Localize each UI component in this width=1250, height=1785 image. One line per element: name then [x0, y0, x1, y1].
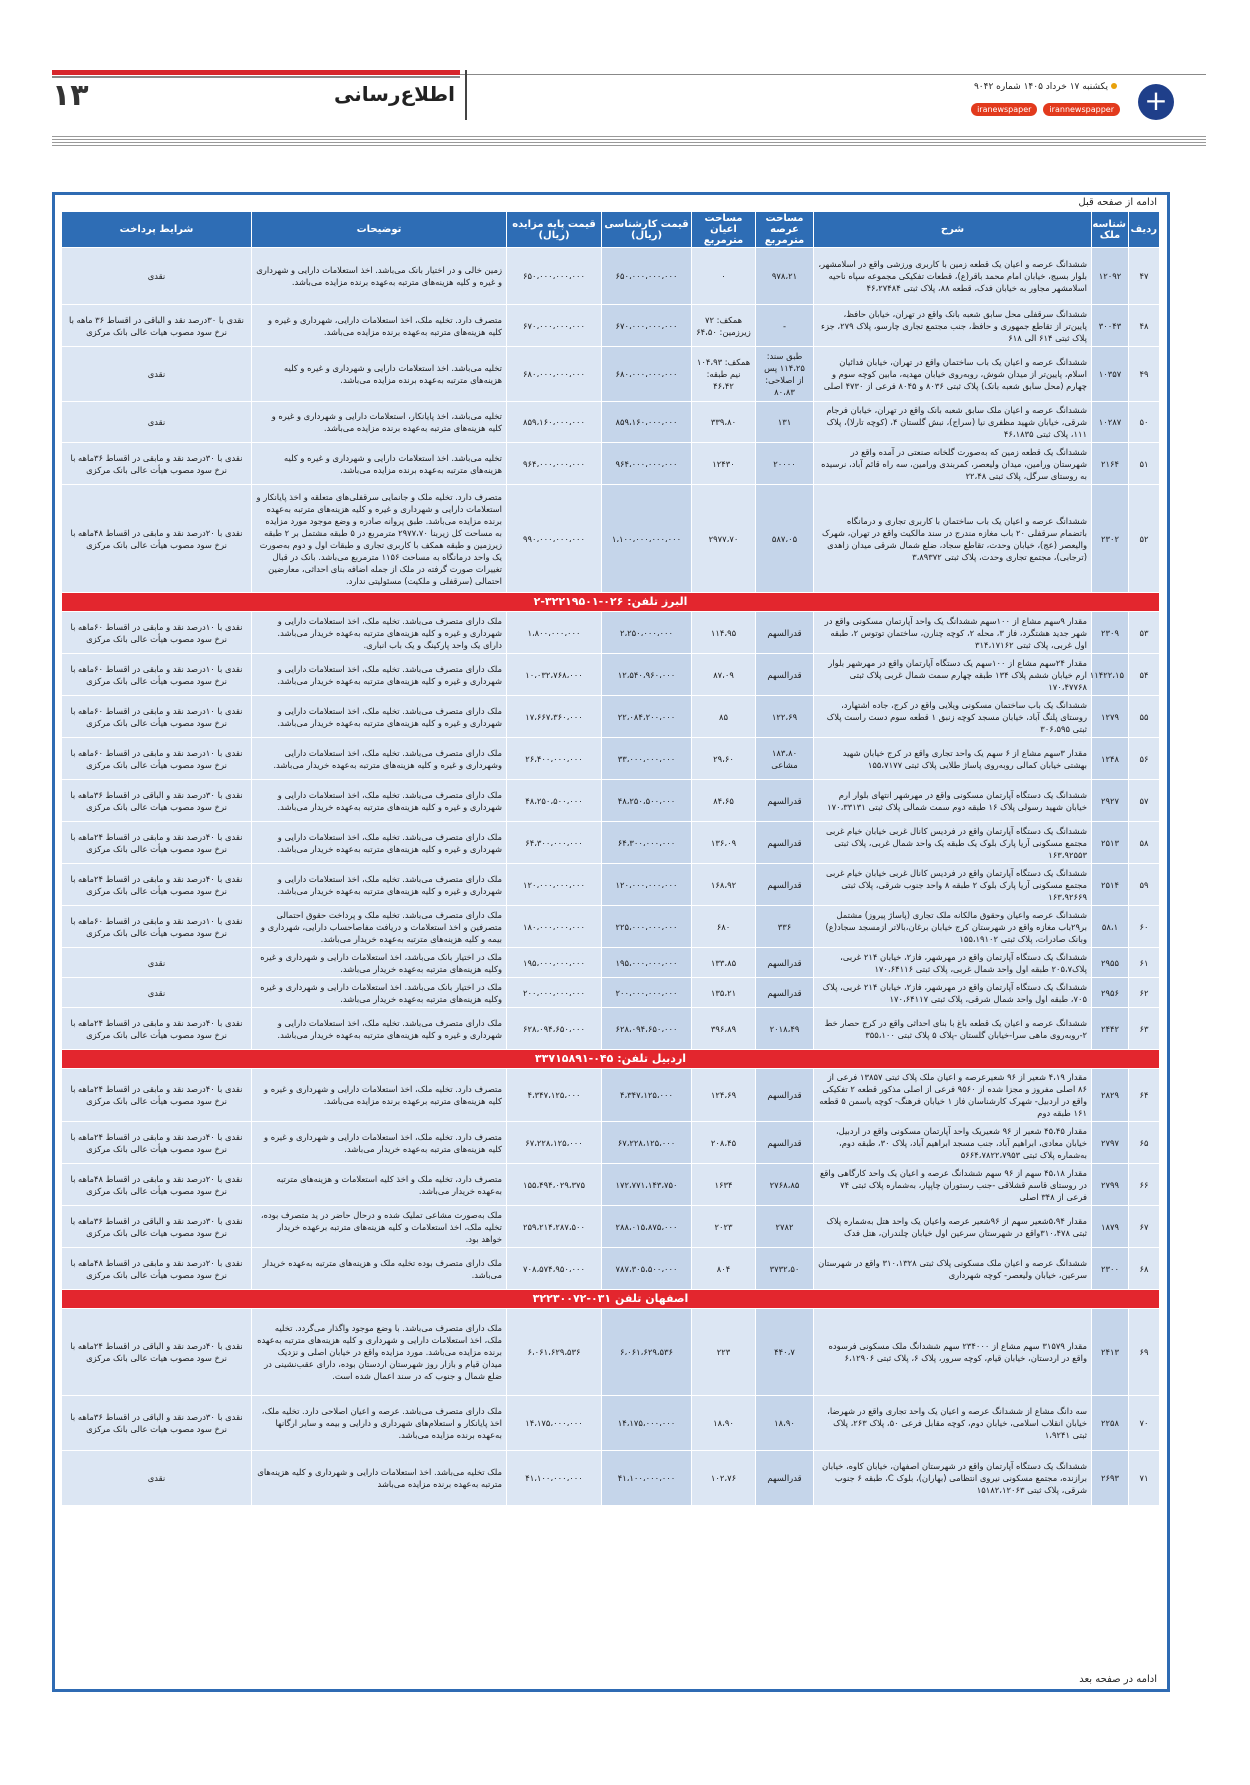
payment-terms-cell: نقدی با ۱۰درصد نقد و مابقی در اقساط ۶۰ماهه با نرخ سود مصوب هیأت عالی بانک مرکزی: [62, 906, 252, 948]
property-description-cell: ششدانگ عرصه و اعیان ملک مسکونی پلاک ثبتی ۳۱۰،۱۳۲۸ واقع در شهرستان سرعین، خیابان ولیعصر- کوچه شهرداری: [814, 1248, 1092, 1290]
property-id-cell: ۱۰۳۵۷: [1092, 347, 1129, 402]
region-phone: اردبیل تلفن: ۰۴۵-۳۳۷۱۵۸۹۱: [62, 1050, 1160, 1069]
built-area-cell: ۶۸۰: [692, 906, 756, 948]
divider: [460, 74, 1206, 75]
table-row: [62, 1122, 1160, 1164]
property-id-cell: ۱۲۰۹۲: [1092, 248, 1129, 305]
remarks-cell: ملک دارای متصرف می‌باشد. تخلیه ملک، اخذ استعلامات دارایی و شهرداری و غیره و کلیه هزینه‌های مترتبه به‌عهده خریدار می‌باشد.: [252, 780, 507, 822]
land-area-cell: ۱۸،۹۰: [756, 1396, 814, 1451]
land-area-cell: ۱۲۲،۶۹: [756, 696, 814, 738]
remarks-cell: متصرف دارد. تخلیه ملک، اخذ استعلامات دارایی و شهرداری و غیره و کلیه هزینه‌های مترتبه به‌عهده خریدار می‌باشد.: [252, 1122, 507, 1164]
row-number-cell: ۵۶: [1129, 738, 1160, 780]
land-area-cell: ۱۳۱: [756, 402, 814, 443]
built-area-cell: ۱۲۴،۶۹: [692, 1069, 756, 1122]
property-description-cell: ششدانگ یک دستگاه آپارتمان واقع در شهرستان اصفهان، خیابان کاوه، خیابان برازنده، مجتمع مسکونی نیروی انتظامی (بهاران)، بلوک C، طبقه ۶ جنوب شرقی، پلاک ثبتی ۱۵۱۸۲،۱۲۰۶۳: [814, 1451, 1092, 1506]
built-area-cell: ۲۲۳: [692, 1309, 756, 1396]
expert-price-cell: ۱،۱۰۰،۰۰۰،۰۰۰،۰۰۰: [602, 485, 692, 593]
row-number-cell: ۶۹: [1129, 1309, 1160, 1396]
row-number-cell: ۶۶: [1129, 1164, 1160, 1206]
built-area-cell: همکف: ۷۲ زیرزمین: ۶۴،۵۰: [692, 305, 756, 347]
base-price-cell: ۶۷۰،۰۰۰،۰۰۰،۰۰۰: [507, 305, 602, 347]
built-area-cell: ۲۰۲۳: [692, 1206, 756, 1248]
base-price-cell: ۲۵۹،۲۱۴،۲۸۷،۵۰۰: [507, 1206, 602, 1248]
built-area-cell: ۲۹،۶۰: [692, 738, 756, 780]
land-area-cell: قدرالسهم: [756, 1451, 814, 1506]
property-description-cell: مقدار ۳۱۵۷۹ سهم مشاع از ۲۳۴۰۰۰ سهم ششدانگ ملک مسکونی فرسوده واقع در اردستان، خیابان قیام، کوچه سرور، پلاک ۶، پلاک ثبتی ۶،۱۲۹۰۶: [814, 1309, 1092, 1396]
base-price-cell: ۶۴،۳۰۰،۰۰۰،۰۰۰: [507, 822, 602, 864]
payment-terms-cell: نقدی: [62, 347, 252, 402]
table-row: [62, 906, 1160, 948]
base-price-cell: ۶۷،۲۲۸،۱۲۵،۰۰۰: [507, 1122, 602, 1164]
payment-terms-cell: نقدی با ۱۰درصد نقد و مابقی در اقساط ۶۰ماهه با نرخ سود مصوب هیأت عالی بانک مرکزی: [62, 738, 252, 780]
table-row: [62, 1248, 1160, 1290]
property-id-cell: ۱۱۴۲۲،۱۵: [1092, 654, 1129, 696]
table-row: [62, 443, 1160, 485]
payment-terms-cell: نقدی با ۳۰درصد نقد و الباقی در اقساط ۳۶ماهه با نرخ سود مصوب هیات عالی بانک مرکزی: [62, 780, 252, 822]
remarks-cell: ملک در اختیار بانک می‌باشد. اخذ استعلامات دارایی و شهرداری و غیره وکلیه هزینه‌های مترتبه به‌عهده خریدار می‌باشد.: [252, 978, 507, 1008]
base-price-cell: ۶،۰۶۱،۶۲۹،۵۳۶: [507, 1309, 602, 1396]
remarks-cell: ملک دارای متصرف می‌باشد. تخلیه ملک، اخذ استعلامات دارایی و شهرداری و غیره و کلیه هزینه‌های مترتبه به‌عهده خریدار می‌باشد.: [252, 822, 507, 864]
property-id-cell: ۲۵۱۴: [1092, 864, 1129, 906]
built-area-cell: ۰: [692, 248, 756, 305]
base-price-cell: ۶۲۸،۰۹۴،۶۵۰،۰۰۰: [507, 1008, 602, 1050]
remarks-cell: تخلیه می‌باشد. اخذ استعلامات دارایی و شهرداری و غیره و کلیه هزینه‌های مترتبه به‌عهده برنده مزایده می‌باشد.: [252, 347, 507, 402]
property-id-cell: ۲۲۵۸: [1092, 1396, 1129, 1451]
remarks-cell: ملک تخلیه می‌باشد. اخذ استعلامات دارایی و شهرداری و کلیه هزینه‌های مترتبه به‌عهده برنده مزایده می‌باشد: [252, 1451, 507, 1506]
table-row: [62, 654, 1160, 696]
auction-notice-frame: [52, 192, 1170, 1692]
payment-terms-cell: نقدی با ۴۰درصد نقد و مابقی در اقساط ۲۴ماهه با نرخ سود مصوب هیأت عالی بانک مرکزی: [62, 864, 252, 906]
payment-terms-cell: نقدی: [62, 248, 252, 305]
continued-on: ادامه در صفحه بعد: [1079, 1674, 1157, 1685]
hatch-divider: [52, 136, 1206, 148]
table-row: [62, 485, 1160, 593]
base-price-cell: ۹۶۴،۰۰۰،۰۰۰،۰۰۰: [507, 443, 602, 485]
land-area-cell: ۳۳۶: [756, 906, 814, 948]
land-area-cell: -: [756, 305, 814, 347]
base-price-cell: ۱۵۵،۴۹۴،۰۲۹،۳۷۵: [507, 1164, 602, 1206]
expert-price-cell: ۶۸۰،۰۰۰،۰۰۰،۰۰۰: [602, 347, 692, 402]
remarks-cell: زمین خالی و در اختیار بانک می‌باشد. اخذ استعلامات دارایی و شهرداری و غیره و کلیه هزینه‌های مترتبه به‌عهده برنده مزایده می‌باشد.: [252, 248, 507, 305]
built-area-cell: ۱۶۳۴: [692, 1164, 756, 1206]
built-area-cell: ۱۲۴۳۰: [692, 443, 756, 485]
expert-price-cell: ۱۲،۵۴۰،۹۶۰،۰۰۰: [602, 654, 692, 696]
remarks-cell: ملک دارای متصرف می‌باشد. تخلیه ملک، اخذ استعلامات دارایی و شهرداری و غیره و کلیه هزینه‌های مترتبه به‌عهده خریدار می‌باشد. دارای یک واحد پارکینگ و یک باب انباری.: [252, 612, 507, 654]
remarks-cell: ملک دارای متصرف می‌باشد. عرصه و اعیان اصلاحی دارد. تخلیه ملک، اخذ پایانکار و استعلام‌های شهرداری و دارایی و بیمه و سایر ارگانها به‌عهده برنده مزایده می‌باشد.: [252, 1396, 507, 1451]
row-number-cell: ۵۹: [1129, 864, 1160, 906]
table-row: [62, 305, 1160, 347]
land-area-cell: قدرالسهم: [756, 948, 814, 978]
issue-date: [974, 82, 1120, 92]
social-handle[interactable]: iranewspaper: [971, 103, 1037, 116]
social-links: [971, 103, 1120, 116]
row-number-cell: ۵۸: [1129, 822, 1160, 864]
payment-terms-cell: نقدی با ۲۰درصد نقد و مابقی در اقساط ۴۸ماهه با نرخ سود مصوب هیأت عالی بانک مرکزی: [62, 485, 252, 593]
section-title: اطلاع‌رسانی: [334, 82, 455, 106]
row-number-cell: ۶۵: [1129, 1122, 1160, 1164]
payment-terms-cell: نقدی با ۳۰درصد نقد و الباقی در اقساط ۳۶ماهه با نرخ سود مصوب هیات عالی بانک مرکزی: [62, 1206, 252, 1248]
property-description-cell: مقدار ۴۵،۱۸ سهم از ۹۶ سهم ششدانگ عرصه و اعیان یک واحد کارگاهی واقع در روستای قاسم قشلاقی -جنب رستوران چاپپار، به‌شماره پلاک ثبتی ۷۴ فرعی از ۳۴۸ اصلی: [814, 1164, 1092, 1206]
payment-terms-cell: نقدی: [62, 1451, 252, 1506]
base-price-cell: ۴۱،۱۰۰،۰۰۰،۰۰۰: [507, 1451, 602, 1506]
remarks-cell: ملک دارای متصرف بوده تخلیه ملک و هزینه‌های مترتبه به‌عهده خریدار می‌باشد.: [252, 1248, 507, 1290]
table-row: [62, 738, 1160, 780]
built-area-cell: ۱۱۴،۹۵: [692, 612, 756, 654]
base-price-cell: ۱۴،۱۷۵،۰۰۰،۰۰۰: [507, 1396, 602, 1451]
row-number-cell: ۶۳: [1129, 1008, 1160, 1050]
expert-price-cell: ۴،۳۴۷،۱۲۵،۰۰۰: [602, 1069, 692, 1122]
property-description-cell: ششدانگ عرصه و اعیان یک باب ساختمان واقع در تهران، خیابان فدائیان اسلام، پایین‌تر از میدان شوش، روبه‌روی خیابان مهدیه، مابین کوچه سوم و چهارم (محل سابق شعبه بانک) پلاک ثبتی ۸۰۳۶ و ۸۰۴۵ فرعی از ۴۷۳۰ اصلی: [814, 347, 1092, 402]
built-area-cell: ۳۹۶،۸۹: [692, 1008, 756, 1050]
table-row: [62, 248, 1160, 305]
remarks-cell: متصرف دارد. تخلیه ملک و جانمایی سرقفلی‌های متعلقه و اخذ پایانکار و استعلامات دارایی و شهرداری و غیره و کلیه هزینه‌های مترتبه به‌عهده برنده مزایده می‌باشد. طبق پروانه صادره و وضع موجود مورد مزایده به مساحت کل زیربنا ۲۹۷۷،۷۰ مترمربع در ۵ طبقه مشتمل بر ۲ طبقه زیرزمین و طبقه همکف با کاربری تجاری و طبقات اول و دوم به‌صورت یک واحد درمانگاه به مساحت ۱۱۵۶ مترمربع می‌باشد. بانک در قبال تغییرات صورت گرفته در ملک از جمله اضافه بنای احداثی، معارضین احتمالی (سرقفلی و ملکیت) مسئولیتی ندارد.: [252, 485, 507, 593]
issue-date-text: یکشنبه ۱۷ خرداد ۱۴۰۵ شماره ۹۰۴۲: [973, 82, 1108, 92]
region-phone: اصفهان تلفن ۰۳۱-۳۲۲۳۰۰۷۲: [62, 1290, 1160, 1309]
expert-price-cell: ۴۸،۲۵۰،۵۰۰،۰۰۰: [602, 780, 692, 822]
remarks-cell: ملک دارای متصرف می‌باشد. با وضع موجود واگذار می‌گردد. تخلیه ملک، اخذ استعلامات دارایی و شهرداری و کلیه هزینه‌های مترتبه به‌عهده برنده مزایده می‌باشد. مورد مزایده واقع در خیابان اصلی و نزدیک میدان قیام و بازار روز شهرستان اردستان بوده، دارای عقب‌نشینی در ضلع شمال و جنوب که در سند اعمال شده است.: [252, 1309, 507, 1396]
property-id-cell: ۲۸۲۹: [1092, 1069, 1129, 1122]
property-id-cell: ۲۹۵۵: [1092, 948, 1129, 978]
table-row: [62, 822, 1160, 864]
remarks-cell: متصرف دارد. تخلیه ملک، اخذ استعلامات دارایی، شهرداری و غیره و کلیه هزینه‌های مترتبه به‌عهده برنده مزایده می‌باشد.: [252, 305, 507, 347]
table-row: [62, 1309, 1160, 1396]
row-number-cell: ۶۸: [1129, 1248, 1160, 1290]
property-id-cell: ۲۷۹۹: [1092, 1164, 1129, 1206]
land-area-cell: قدرالسهم: [756, 822, 814, 864]
table-row: [62, 696, 1160, 738]
payment-terms-cell: نقدی با ۴۰درصد نقد و الباقی در اقساط ۲۴ماهه با نرخ سود مصوب هیات عالی بانک مرکزی: [62, 1309, 252, 1396]
base-price-cell: ۶۸۰،۰۰۰،۰۰۰،۰۰۰: [507, 347, 602, 402]
row-number-cell: ۶۱: [1129, 948, 1160, 978]
social-handle[interactable]: irannewspapper: [1043, 103, 1120, 116]
row-number-cell: ۴۹: [1129, 347, 1160, 402]
property-description-cell: ششدانگ یک دستگاه آپارتمان مسکونی واقع در مهرشهر انتهای بلوار ارم خیابان شهید رسولی پلاک ۱۶ طبقه دوم سمت شمالی پلاک ثبتی ۱۷۰،۳۳۱۳۱: [814, 780, 1092, 822]
property-description-cell: ششدانگ یک باب ساختمان مسکونی ویلایی واقع در کرج، جاده اشتهارد، روستای پلنگ آباد، خیابان مسجد کوچه زنبق ۱ قطعه سوم دست راست پلاک ثبتی ۳۰۶،۵۹۵: [814, 696, 1092, 738]
region-header-row: [62, 1050, 1160, 1069]
land-area-cell: قدرالسهم: [756, 654, 814, 696]
property-id-cell: ۲۳۰۲: [1092, 485, 1129, 593]
row-number-cell: ۷۰: [1129, 1396, 1160, 1451]
base-price-cell: ۱۲۰،۰۰۰،۰۰۰،۰۰۰: [507, 864, 602, 906]
land-area-cell: ۳۷۳۲،۵۰: [756, 1248, 814, 1290]
property-id-cell: ۱۰۲۸۷: [1092, 402, 1129, 443]
built-area-cell: همکف: ۱۰۴،۹۳ نیم طبقه: ۴۶،۴۲: [692, 347, 756, 402]
base-price-cell: ۷۰۸،۵۷۴،۹۵۰،۰۰۰: [507, 1248, 602, 1290]
table-header-row: [62, 212, 1160, 248]
payment-terms-cell: نقدی با ۳۰درصد نقد و مابقی در اقساط ۳۶ماهه با نرخ سود مصوب هیأت عالی بانک مرکزی: [62, 443, 252, 485]
remarks-cell: ملک دارای متصرف می‌باشد. تخلیه ملک، اخذ استعلامات دارایی و شهرداری و غیره و کلیه هزینه‌های مترتبه به‌عهده خریدار می‌باشد.: [252, 654, 507, 696]
base-price-cell: ۱،۸۰۰،۰۰۰،۰۰۰: [507, 612, 602, 654]
expert-price-cell: ۶۷،۲۲۸،۱۲۵،۰۰۰: [602, 1122, 692, 1164]
continued-from: ادامه از صفحه قبل: [1078, 197, 1157, 208]
remarks-cell: ملک دارای متصرف می‌باشد. تخلیه ملک، اخذ استعلامات دارایی وشهرداری و غیره و کلیه هزینه‌های مترتبه به‌عهده خریدار می‌باشد.: [252, 738, 507, 780]
table-row: [62, 1396, 1160, 1451]
property-id-cell: ۲۹۲۷: [1092, 780, 1129, 822]
property-id-cell: ۲۹۵۶: [1092, 978, 1129, 1008]
expert-price-cell: ۳۳،۰۰۰،۰۰۰،۰۰۰: [602, 738, 692, 780]
built-area-cell: ۱۸،۹۰: [692, 1396, 756, 1451]
land-area-cell: ۱۸۳،۸۰ مشاعی: [756, 738, 814, 780]
land-area-cell: قدرالسهم: [756, 864, 814, 906]
payment-terms-cell: نقدی با ۴۰درصد نقد و مابقی در اقساط ۲۴ماهه با نرخ سود مصوب هیأت عالی بانک مرکزی: [62, 822, 252, 864]
expert-price-cell: ۴۱،۱۰۰،۰۰۰،۰۰۰: [602, 1451, 692, 1506]
built-area-cell: ۸۵: [692, 696, 756, 738]
expert-price-cell: ۸۵۹،۱۶۰،۰۰۰،۰۰۰: [602, 402, 692, 443]
property-description-cell: ششدانگ یک دستگاه آپارتمان واقع در مهرشهر، فاز۲، خیابان ۲۱۴ غربی، پلاک۲۰۵،۷ طبقه اول واحد شمال غربی، پلاک ثبتی ۱۷۰،۶۴۱۱۶: [814, 948, 1092, 978]
property-description-cell: ششدانگ یک دستگاه آپارتمان واقع در فردیس کانال غربی خیابان خیام غربی مجتمع مسکونی آریا پارک بلوک یک طبقه یک واحد شمال غربی، پلاک ثبتی ۱۶۳،۹۲۵۵۳: [814, 822, 1092, 864]
built-area-cell: ۸۴،۶۵: [692, 780, 756, 822]
base-price-cell: ۴،۳۴۷،۱۲۵،۰۰۰: [507, 1069, 602, 1122]
row-number-cell: ۵۲: [1129, 485, 1160, 593]
payment-terms-cell: نقدی با ۴۰درصد نقد و مابقی در اقساط ۲۴ماهه با نرخ سود مصوب هیأت عالی بانک مرکزی: [62, 1069, 252, 1122]
expert-price-cell: ۶۲۸،۰۹۴،۶۵۰،۰۰۰: [602, 1008, 692, 1050]
page-number: ۱۳: [52, 78, 89, 113]
row-number-cell: ۵۳: [1129, 612, 1160, 654]
row-number-cell: ۶۰: [1129, 906, 1160, 948]
row-number-cell: ۵۷: [1129, 780, 1160, 822]
plus-logo-icon: +: [1138, 84, 1174, 120]
row-number-cell: ۶۴: [1129, 1069, 1160, 1122]
land-area-cell: ۴۴۰،۷: [756, 1309, 814, 1396]
property-description-cell: ششدانگ عرصه و اعیان یک قطعه زمین با کاربری ورزشی واقع در اسلامشهر، بلوار بسیج، خیابان امام محمد باقر(ع)، قطعات تفکیکی مجموعه سپاه ناحیه اسلامشهر مجاور به خیابان فدک، قطعه ۸۸، پلاک ثبتی ۴۶،۲۷۴۸۴: [814, 248, 1092, 305]
property-description-cell: مقدار ۴،۱۹ شعیر از ۹۶ شعیرعرصه و اعیان ملک پلاک ثبتی ۱۳۸۵۷ فرعی از ۸۶ اصلی مفروز و مجزا شده از ۹۵۶۰ فرعی از اصلی مذکور قطعه ۲ تفکیکی واقع در اردبیل- شهرک کارشناسان فاز ۱ خیابان فرهنگ- کوچه یاسمن ۵ قطعه ۱۶۱ طبقه دوم: [814, 1069, 1092, 1122]
auction-table: [61, 211, 1160, 1506]
land-area-cell: قدرالسهم: [756, 780, 814, 822]
property-id-cell: ۲۵۱۳: [1092, 822, 1129, 864]
page-header: [0, 0, 1250, 150]
section-title-box: [185, 70, 467, 120]
property-description-cell: ششدانگ عرصه واعیان وحقوق مالکانه ملک تجاری (پاساژ پیروز) مشتمل بر۲۹باب مغازه واقع در شهرستان کرج خیابان برغان،بالاتر ازمسجد سجاد(ع) وبانک صادرات، پلاک ثبتی ۱۵۵،۱۹۱۰۲: [814, 906, 1092, 948]
expert-price-cell: ۱۲۰،۰۰۰،۰۰۰،۰۰۰: [602, 864, 692, 906]
row-number-cell: ۶۷: [1129, 1206, 1160, 1248]
table-row: [62, 864, 1160, 906]
land-area-cell: قدرالسهم: [756, 978, 814, 1008]
base-price-cell: ۱۹۵،۰۰۰،۰۰۰،۰۰۰: [507, 948, 602, 978]
property-description-cell: مقدار ۵،۹۴شعیر سهم از ۹۶شعیر عرصه واعیان یک واحد هتل به‌شماره پلاک ثبتی ۳۱۰،۴۷۸واقع در شهرستان سرعین اول خیابان چلندران، هتل فدک: [814, 1206, 1092, 1248]
base-price-cell: ۸۵۹،۱۶۰،۰۰۰،۰۰۰: [507, 402, 602, 443]
property-description-cell: مقدار ۲۴سهم مشاع از ۱۰۰سهم یک دستگاه آپارتمان واقع در مهرشهر بلوار ارم خیابان ششم پلاک ۱۳۴ طبقه چهارم سمت شمال غربی پلاک ثبتی ۱۷۰،۴۷۷۶۸: [814, 654, 1092, 696]
land-area-cell: ۲۷۶۸،۸۵: [756, 1164, 814, 1206]
payment-terms-cell: نقدی با ۱۰درصد نقد و مابقی در اقساط ۶۰ماهه با نرخ سود مصوب هیأت عالی بانک مرکزی: [62, 612, 252, 654]
built-area-cell: ۸۷،۰۹: [692, 654, 756, 696]
column-header: شرح: [814, 212, 1092, 248]
land-area-cell: ۹۷۸،۲۱: [756, 248, 814, 305]
property-id-cell: ۱۲۷۹: [1092, 696, 1129, 738]
row-number-cell: ۶۲: [1129, 978, 1160, 1008]
property-id-cell: ۲۷۹۷: [1092, 1122, 1129, 1164]
column-header: قیمت کارشناسی (ریال): [602, 212, 692, 248]
land-area-cell: ۵۸۷،۰۵: [756, 485, 814, 593]
expert-price-cell: ۶،۰۶۱،۶۲۹،۵۳۶: [602, 1309, 692, 1396]
built-area-cell: ۸۰۴: [692, 1248, 756, 1290]
table-row: [62, 612, 1160, 654]
payment-terms-cell: نقدی با ۱۰درصد نقد و مابقی در اقساط ۶۰ماهه با نرخ سود مصوب هیأت عالی بانک مرکزی: [62, 696, 252, 738]
payment-terms-cell: نقدی با ۲۰درصد نقد و مابقی در اقساط ۴۸ماهه با نرخ سود مصوب هیأت عالی بانک مرکزی: [62, 1248, 252, 1290]
column-header: قیمت پایه مزایده (ریال): [507, 212, 602, 248]
payment-terms-cell: نقدی با ۱۰درصد نقد و مابقی در اقساط ۶۰ماهه با نرخ سود مصوب هیأت عالی بانک مرکزی: [62, 654, 252, 696]
land-area-cell: قدرالسهم: [756, 612, 814, 654]
payment-terms-cell: نقدی با ۲۰درصد نقد و مابقی در اقساط ۴۸ماهه با نرخ سود مصوب هیأت عالی بانک مرکزی: [62, 1164, 252, 1206]
base-price-cell: ۶۵۰،۰۰۰،۰۰۰،۰۰۰: [507, 248, 602, 305]
property-description-cell: مقدار ۴۵،۴۵ شعیر از ۹۶ شعیریک واحد آپارتمان مسکونی واقع در اردبیل، خیابان معادی، ابراهیم آباد، جنب مسجد ابراهیم آباد، پلاک ۳۰، طبقه دوم، به‌شماره پلاک ثبتی ۵۶۶۴،۷۸۲۲،۷۹۵۳: [814, 1122, 1092, 1164]
remarks-cell: ملک دارای متصرف می‌باشد. تخلیه ملک و پرداخت حقوق احتمالی متصرفین و اخذ استعلامات و دریافت مفاصاحساب دارایی، شهرداری و بیمه و کلیه هزینه‌های مترتبه به‌عهده خریدار می‌باشد.: [252, 906, 507, 948]
column-header: مساحت اعیان مترمربع: [692, 212, 756, 248]
expert-price-cell: ۶۷۰،۰۰۰،۰۰۰،۰۰۰: [602, 305, 692, 347]
expert-price-cell: ۲۲۵،۰۰۰،۰۰۰،۰۰۰: [602, 906, 692, 948]
row-number-cell: ۴۸: [1129, 305, 1160, 347]
row-number-cell: ۷۱: [1129, 1451, 1160, 1506]
base-price-cell: ۲۰۰،۰۰۰،۰۰۰،۰۰۰: [507, 978, 602, 1008]
row-number-cell: ۴۷: [1129, 248, 1160, 305]
property-id-cell: ۲۱۶۴: [1092, 443, 1129, 485]
property-id-cell: ۲۴۴۲: [1092, 1008, 1129, 1050]
payment-terms-cell: نقدی: [62, 978, 252, 1008]
expert-price-cell: ۱۷۲،۷۷۱،۱۴۳،۷۵۰: [602, 1164, 692, 1206]
property-description-cell: مقدار ۹سهم مشاع از ۱۰۰سهم ششدانگ یک واحد آپارتمان مسکونی واقع در شهر جدید هشتگرد، فاز ۳، محله ۲، کوچه چنارن، ساختمان توتوس ۲، طبقه اول غربی، پلاک ثبتی ۳۱۴،۱۷۱۶۲: [814, 612, 1092, 654]
property-id-cell: ۱۸۷۹: [1092, 1206, 1129, 1248]
remarks-cell: ملک دارای متصرف می‌باشد. تخلیه ملک، اخذ استعلامات دارایی و شهرداری و غیره و کلیه هزینه‌های مترتبه به‌عهده خریدار می‌باشد.: [252, 1008, 507, 1050]
property-id-cell: ۲۶۹۳: [1092, 1451, 1129, 1506]
property-id-cell: ۲۳۰۰: [1092, 1248, 1129, 1290]
expert-price-cell: ۹۶۴،۰۰۰،۰۰۰،۰۰۰: [602, 443, 692, 485]
row-number-cell: ۵۴: [1129, 654, 1160, 696]
expert-price-cell: ۶۴،۳۰۰،۰۰۰،۰۰۰: [602, 822, 692, 864]
base-price-cell: ۱۸۰،۰۰۰،۰۰۰،۰۰۰: [507, 906, 602, 948]
table-row: [62, 978, 1160, 1008]
remarks-cell: تخلیه می‌باشد، اخذ پایانکار، استعلامات دارایی و شهرداری و غیره و کلیه هزینه‌های مترتبه به‌عهده برنده مزایده می‌باشد.: [252, 402, 507, 443]
remarks-cell: متصرف دارد. تخلیه ملک، اخذ استعلامات دارایی و شهرداری و غیره و کلیه هزینه‌های مترتبه برعهده برنده مزایده می‌باشد.: [252, 1069, 507, 1122]
base-price-cell: ۹۹۰،۰۰۰،۰۰۰،۰۰۰: [507, 485, 602, 593]
column-header: شرایط پرداخت: [62, 212, 252, 248]
property-description-cell: مقدار ۳سهم مشاع از ۶ سهم یک واحد تجاری واقع در کرج خیابان شهید بهشتی خیابان کمالی روبه‌روی پاساژ طلایی پلاک ثبتی ۱۵۵،۷۱۷۷: [814, 738, 1092, 780]
property-description-cell: ششدانگ سرقفلی محل سابق شعبه بانک واقع در تهران، خیابان حافظ، پایین‌تر از تقاطع جمهوری و حافظ، جنب مجتمع تجاری چارسو، پلاک ۲۷۹، جزء پلاک ثبتی ۶۱۴ الی ۶۱۸: [814, 305, 1092, 347]
expert-price-cell: ۲،۲۵۰،۰۰۰،۰۰۰: [602, 612, 692, 654]
base-price-cell: ۲۶،۴۰۰،۰۰۰،۰۰۰: [507, 738, 602, 780]
land-area-cell: ۲۷۸۲: [756, 1206, 814, 1248]
base-price-cell: ۱۰،۰۳۲،۷۶۸،۰۰۰: [507, 654, 602, 696]
payment-terms-cell: نقدی با ۴۰درصد نقد و مابقی در اقساط ۲۴ماهه با نرخ سود مصوب هیأت عالی بانک مرکزی: [62, 1008, 252, 1050]
expert-price-cell: ۷۸۷،۳۰۵،۵۰۰،۰۰۰: [602, 1248, 692, 1290]
expert-price-cell: ۱۹۵،۰۰۰،۰۰۰،۰۰۰: [602, 948, 692, 978]
built-area-cell: ۱۳۳،۸۵: [692, 948, 756, 978]
table-body: [62, 248, 1160, 1506]
table-row: [62, 1451, 1160, 1506]
expert-price-cell: ۱۴،۱۷۵،۰۰۰،۰۰۰: [602, 1396, 692, 1451]
property-id-cell: ۲۳۰۹: [1092, 612, 1129, 654]
payment-terms-cell: نقدی: [62, 948, 252, 978]
expert-price-cell: ۲۸۸،۰۱۵،۸۷۵،۰۰۰: [602, 1206, 692, 1248]
table-row: [62, 948, 1160, 978]
built-area-cell: ۲۰۸،۴۵: [692, 1122, 756, 1164]
table-row: [62, 780, 1160, 822]
payment-terms-cell: نقدی: [62, 402, 252, 443]
table-row: [62, 1008, 1160, 1050]
land-area-cell: قدرالسهم: [756, 1069, 814, 1122]
payment-terms-cell: نقدی با ۴۰درصد نقد و مابقی در اقساط ۲۴ماهه با نرخ سود مصوب هیأت عالی بانک مرکزی: [62, 1122, 252, 1164]
property-description-cell: ششدانگ یک دستگاه آپارتمان واقع در مهرشهر، فاز۲، خیابان ۲۱۴ غربی، پلاک ۷۰۵، طبقه اول واحد شمال شرقی، پلاک ثبتی ۱۷۰،۶۴۱۱۷: [814, 978, 1092, 1008]
built-area-cell: ۱۶۸،۹۲: [692, 864, 756, 906]
column-header: توضیحات: [252, 212, 507, 248]
property-id-cell: ۱۲۴۸: [1092, 738, 1129, 780]
payment-terms-cell: نقدی با ۳۰درصد نقد و الباقی در اقساط ۳۶ ماهه با نرخ سود مصوب هیات عالی بانک مرکزی: [62, 305, 252, 347]
column-header: شناسه ملک: [1092, 212, 1129, 248]
base-price-cell: ۴۸،۲۵۰،۵۰۰،۰۰۰: [507, 780, 602, 822]
column-header: مساحت عرصه مترمربع: [756, 212, 814, 248]
built-area-cell: ۱۳۵،۲۱: [692, 978, 756, 1008]
table-row: [62, 347, 1160, 402]
built-area-cell: ۳۳۹،۸۰: [692, 402, 756, 443]
land-area-cell: قدرالسهم: [756, 1122, 814, 1164]
table-row: [62, 1069, 1160, 1122]
expert-price-cell: ۶۵۰،۰۰۰،۰۰۰،۰۰۰: [602, 248, 692, 305]
auction-table-wrap: [62, 211, 1160, 1506]
dot-icon: [1111, 83, 1117, 89]
remarks-cell: ملک دارای متصرف می‌باشد. تخلیه ملک، اخذ استعلامات دارایی و شهرداری و غیره و کلیه هزینه‌های مترتبه به‌عهده خریدار می‌باشد.: [252, 696, 507, 738]
property-description-cell: سه دانگ مشاع از ششدانگ عرصه و اعیان یک واحد تجاری واقع در شهرضا، خیابان انقلاب اسلامی، خیابان دوم، کوچه مقابل فرعی ۵۰، پلاک ۲۶۳، پلاک ثبتی ۱،۹۲۴۱: [814, 1396, 1092, 1451]
property-description-cell: ششدانگ یک دستگاه آپارتمان واقع در فردیس کانال غربی خیابان خیام غربی مجتمع مسکونی آریا پارک بلوک ۲ طبقه ۸ واحد جنوب شرقی، پلاک ثبتی ۱۶۳،۹۲۶۶۹: [814, 864, 1092, 906]
table-row: [62, 402, 1160, 443]
property-id-cell: ۳۰۰۴۳: [1092, 305, 1129, 347]
property-description-cell: ششدانگ عرصه و اعیان یک قطعه باغ با بنای احداثی واقع در کرج حصار خط ۲-روبه‌روی ماهی سرا-خیابان گلستان -پلاک ۵ پلاک ثبتی ۳۵۵،۱۰۰: [814, 1008, 1092, 1050]
property-description-cell: ششدانگ عرصه و اعیان یک باب ساختمان با کاربری تجاری و درمانگاه باتضمام سرقفلی ۲۰ باب مغازه مندرج در سند مالکیت واقع در تهران، شهرک والیعصر (عج)، خیابان وحدت، تقاطع سجاد، ضلع شمال شرقی میدان زاهدی (ترجابی)، مجتمع تجاری وحدت، پلاک ثبتی ۳،۸۹۳۷۲: [814, 485, 1092, 593]
payment-terms-cell: نقدی با ۳۰درصد نقد و الباقی در اقساط ۳۶ماهه با نرخ سود مصوب هیات عالی بانک مرکزی: [62, 1396, 252, 1451]
region-header-row: [62, 593, 1160, 612]
remarks-cell: تخلیه می‌باشد. اخذ استعلامات دارایی و شهرداری و غیره و کلیه هزینه‌های مترتبه به‌عهده برنده مزایده می‌باشد.: [252, 443, 507, 485]
table-row: [62, 1206, 1160, 1248]
property-description-cell: ششدانگ عرصه و اعیان ملک سابق شعبه بانک واقع در تهران، خیابان فرجام شرقی، خیابان شهید مظفری نیا (سراج)، نبش گلستان ۴، (کوچه تارلا)، پلاک ۱۱۱، پلاک ثبتی ۴۶،۱۸۳۵: [814, 402, 1092, 443]
remarks-cell: ملک دارای متصرف می‌باشد. تخلیه ملک، اخذ استعلامات دارایی و شهرداری و غیره و کلیه هزینه‌های مترتبه به‌عهده خریدار می‌باشد.: [252, 864, 507, 906]
table-row: [62, 1164, 1160, 1206]
remarks-cell: ملک به‌صورت مشاعی تملیک شده و درحال حاضر در ید متصرف بوده، تخلیه ملک، اخذ استعلامات و کلیه هزینه‌های مترتبه برعهده خریدار خواهد بود.: [252, 1206, 507, 1248]
land-area-cell: ۲۰۰۰۰: [756, 443, 814, 485]
region-header-row: [62, 1290, 1160, 1309]
region-phone: البرز تلفن: ۰۲۶-۳۲۲۱۹۵۰۱-۲: [62, 593, 1160, 612]
built-area-cell: ۲۹۷۷،۷۰: [692, 485, 756, 593]
remarks-cell: ملک در اختیار بانک می‌باشد، اخذ استعلامات دارایی و شهرداری و غیره وکلیه هزینه‌های مترتبه به‌عهده خریدار می‌باشد.: [252, 948, 507, 978]
base-price-cell: ۱۷،۶۶۷،۳۶۰،۰۰۰: [507, 696, 602, 738]
property-description-cell: ششدانگ یک قطعه زمین که به‌صورت گلخانه صنعتی در آمده واقع در شهرستان ورامین، میدان ولیعصر، کمربندی ورامین، سه راه قائم آباد، نرسیده به روستای سرگل، پلاک ثبتی ۲۲،۴۸: [814, 443, 1092, 485]
row-number-cell: ۵۵: [1129, 696, 1160, 738]
built-area-cell: ۱۰۲،۷۶: [692, 1451, 756, 1506]
row-number-cell: ۵۱: [1129, 443, 1160, 485]
expert-price-cell: ۲۰۰،۰۰۰،۰۰۰،۰۰۰: [602, 978, 692, 1008]
row-number-cell: ۵۰: [1129, 402, 1160, 443]
column-header: ردیف: [1129, 212, 1160, 248]
land-area-cell: طبق سند: ۱۱۴،۲۵ پس از اصلاحی: ۸۰،۸۳: [756, 347, 814, 402]
expert-price-cell: ۲۲،۰۸۴،۲۰۰،۰۰۰: [602, 696, 692, 738]
land-area-cell: ۲۰۱۸،۴۹: [756, 1008, 814, 1050]
remarks-cell: متصرف دارد، تخلیه ملک و اخذ کلیه استعلامات و هزینه‌های مترتبه به‌عهده خریدار می‌باشد.: [252, 1164, 507, 1206]
property-id-cell: ۵۸،۱: [1092, 906, 1129, 948]
property-id-cell: ۲۴۱۳: [1092, 1309, 1129, 1396]
built-area-cell: ۱۳۶،۰۹: [692, 822, 756, 864]
